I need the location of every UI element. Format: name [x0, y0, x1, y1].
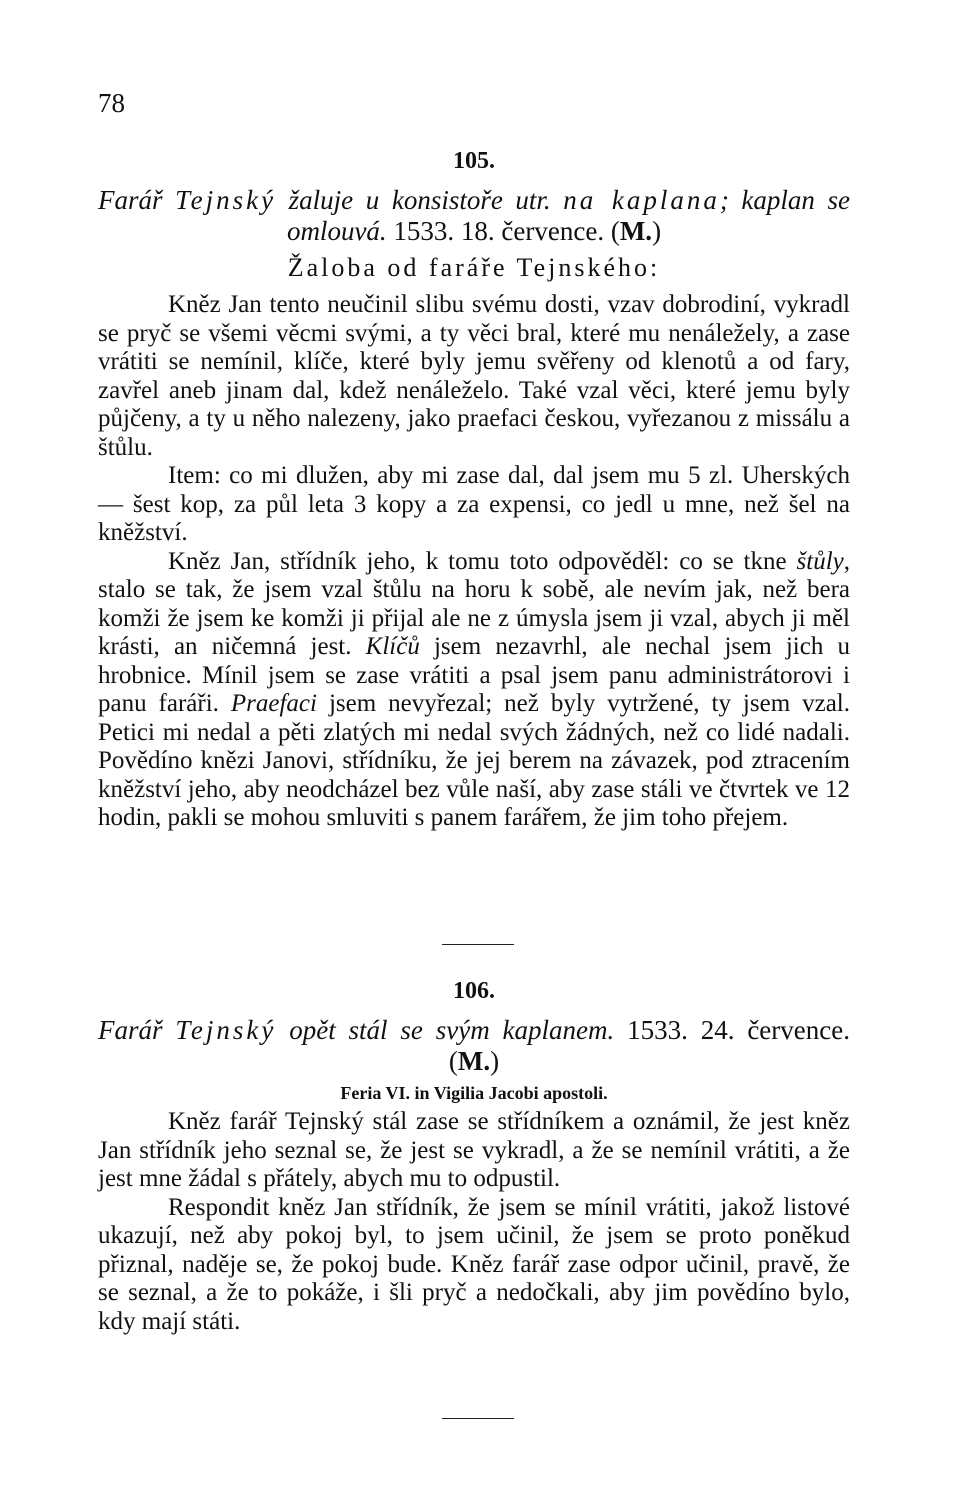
paragraph: Kněz farář Tejnský stál zase se střídníkem a oznámil, že jest kněz Jan střídník jeho seznal se, že jest se vykradl, a že se nemínil vrátiti, a že jest mne žádal s přátely, abych mu to odpustil.	[98, 1108, 850, 1192]
section-divider	[442, 944, 514, 945]
section-105	[98, 148, 850, 833]
section-title: Farář Tejnský žaluje u konsistoře utr. na kaplana; kaplan se omlouvá. 1533. 18. července. (M.)	[98, 185, 850, 246]
end-divider	[442, 1418, 514, 1419]
section-106	[98, 978, 850, 1336]
paragraph: Respondit kněz Jan střídník, že jsem se mínil vrátiti, jakož listové ukazují, než aby pokoj byl, to jsem učinil, že jsem se proto poněkud přiznal, naděje se, že pokoj bude. Kněz farář zase odpor učinil, pravě, že se seznal, a že to pokáže, i šli pryč a nedočkali, aby jim povědíno bylo, kdy mají státi.	[98, 1193, 850, 1335]
section-subheading: Žaloba od faráře Tejnského:	[287, 253, 661, 282]
paragraph: Item: co mi dlužen, aby mi zase dal, dal jsem mu 5 zl. Uherských — šest kop, za půl leta 3 kopy a za expensi, co jedl u mne, než šel na kněžství.	[98, 462, 850, 546]
section-title: Farář Tejnský opět stál se svým kaplanem. 1533. 24. července. (M.)	[98, 1015, 850, 1076]
page-number: 78	[98, 88, 125, 118]
paragraph: Kněz Jan tento neučinil slibu svému dosti, vzav dobrodiní, vykradl se pryč se všemi věcmi svými, a ty věci bral, které mu nenáležely, a zase vrátiti se nemínil, klíče, které byly jemu svěřeny od klenotů a od fary, zavřel aneb jinam dal, kdež nenáleželo. Také vzal věci, které jemu byly půjčeny, a ty u něho nalezeny, jako praefaci českou, vyřezanou z missálu a štůlu.	[98, 291, 850, 461]
section-number: 105.	[453, 148, 495, 174]
section-subheading: Feria VI. in Vigilia Jacobi apostoli.	[340, 1083, 608, 1103]
paragraph: Kněz Jan, střídník jeho, k tomu toto odpověděl: co se tkne štůly, stalo se tak, že jsem vzal štůlu na horu k sobě, ale nevím jak, než bera komži že jsem ke komži ji přijal ale ne z úmysla jsem ji vzal, abych ji měl krásti, an ničemná jest. Klíčů jsem nezavrhl, ale nechal jsem jich u hrobnice. Mínil jsem se zase vrátiti a psal jsem panu administrátorovi i panu faráři. Praefaci jsem nevyřezal; než byly vytržené, ty jsem vzal. Petici mi nedal a pěti zlatých mi nedal svých žádných, než co lidé nadali. Povědíno knězi Janovi, střídníku, že jej berem na závazek, pod ztracením kněžství jeho, aby neodcházel bez vůle naší, aby zase stáli ve čtvrtek ve 12 hodin, pakli se mohou smluviti s panem farářem, že jim toho přejem.	[98, 547, 850, 831]
section-number: 106.	[453, 978, 495, 1004]
